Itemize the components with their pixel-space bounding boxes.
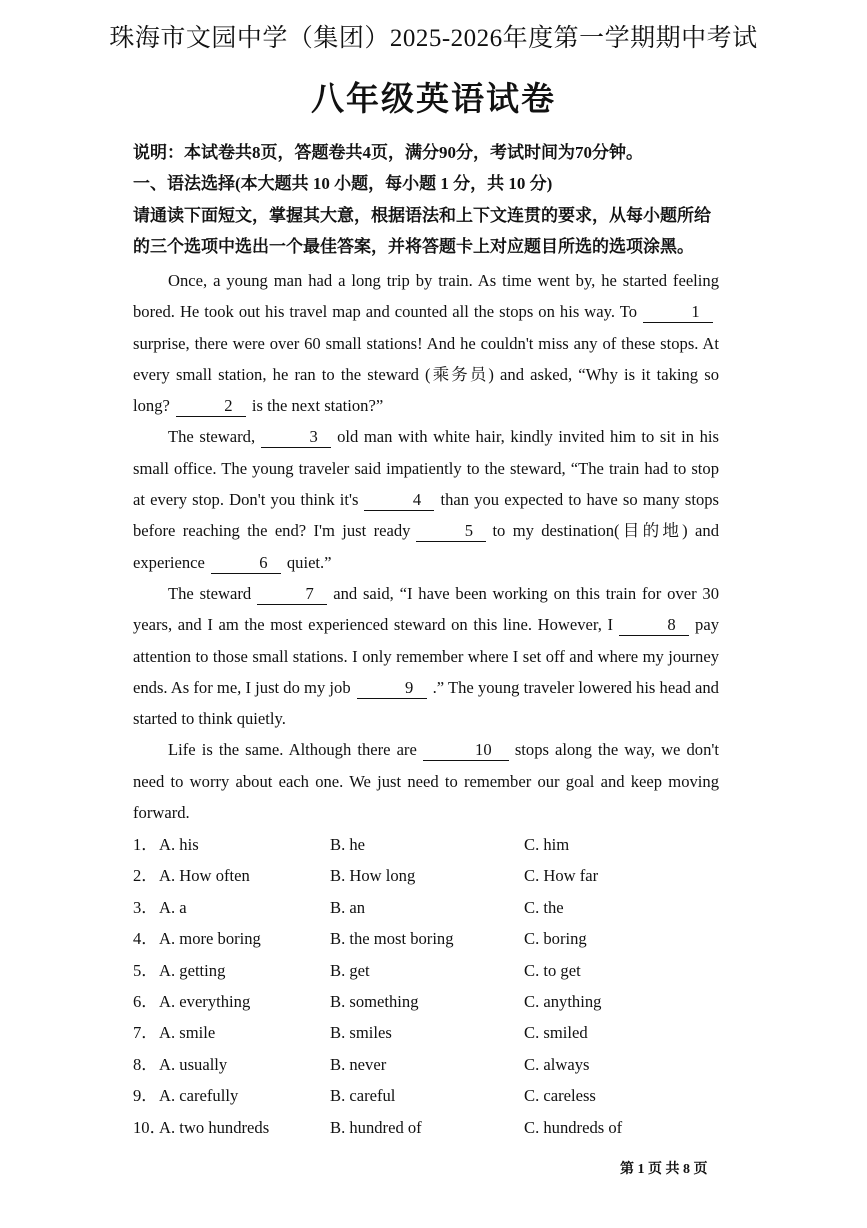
option-a: A. smile [159, 1023, 216, 1043]
question-number: 2． [133, 866, 158, 886]
exam-title: 八年级英语试卷 [311, 82, 556, 118]
passage-text: Life is the same. Although there are [168, 740, 417, 760]
option-a: A. carefully [159, 1086, 239, 1106]
option-b: B. get [330, 960, 370, 980]
question-number: 6． [133, 991, 158, 1011]
option-b: B. something [330, 991, 419, 1011]
passage-text: and said, “I have been working on this train for over 30 years, and I am the most experienced steward on this line. However, I [133, 583, 719, 635]
option-b: B. hundred of [330, 1117, 422, 1137]
option-c: C. to get [524, 960, 581, 980]
question-number: 10． [133, 1117, 167, 1137]
option-c: C. boring [524, 929, 587, 949]
question-number: 7． [133, 1023, 158, 1043]
option-a: A. everything [159, 991, 251, 1011]
passage-text: pay attention to those small stations. I only remember where I set off and where my journey ends. As for me, I just do my job [133, 615, 719, 697]
option-b: B. never [330, 1054, 387, 1074]
option-c: C. him [524, 835, 570, 854]
answer-options [133, 833, 723, 1147]
option-c: C. smiled [524, 1023, 588, 1043]
option-a: A. usually [159, 1054, 228, 1074]
question-number: 5． [133, 960, 158, 980]
question-number: 4． [133, 929, 158, 949]
school-title: 珠海市文园中学（集团）2025-2026年度第一学期期中考试 [109, 25, 758, 52]
option-b: B. the most boring [330, 929, 454, 949]
option-b: B. an [330, 897, 366, 917]
option-b: B. he [330, 835, 366, 854]
option-c: C. careless [524, 1086, 596, 1106]
question-row [133, 927, 723, 958]
option-b: B. How long [330, 866, 416, 886]
passage-text: Once, a young man had a long trip by train. As time went by, he started feeling bored. He took out his travel map and counted all the stops on his way. To [133, 271, 719, 322]
passage-paragraph-3 [133, 578, 719, 734]
option-b: B. careful [330, 1086, 396, 1106]
blank-1: 1 [643, 302, 713, 323]
blank-4: 4 [364, 490, 434, 511]
option-a: A. How often [159, 866, 250, 886]
blank-2: 2 [176, 396, 246, 417]
blank-10: 10 [423, 740, 509, 761]
blank-9: 9 [357, 678, 427, 699]
passage-text: .” The young traveler lowered his head and started to think quietly. [133, 677, 719, 729]
question-number: 9． [133, 1086, 158, 1106]
blank-5: 5 [416, 521, 486, 542]
passage-paragraph-4 [133, 734, 719, 828]
passage-text: than you expected to have so many stops before reaching the end? I'm just ready [133, 490, 720, 541]
question-row [133, 1084, 723, 1115]
blank-6: 6 [211, 553, 281, 574]
option-a: A. his [159, 835, 199, 854]
option-a: A. more boring [159, 929, 261, 949]
blank-7: 7 [257, 584, 327, 605]
question-row [133, 959, 723, 990]
passage-text: surprise, there were over 60 small stations! And he couldn't miss any of these stops. At every small station, he ran to the steward (乘务员) and asked, “Why is it taking so long? [133, 333, 719, 416]
option-a: A. a [159, 897, 187, 917]
passage-text: to my destination(目的地) and experience [133, 521, 719, 572]
question-number: 3． [133, 897, 158, 917]
passage-text: The steward [168, 583, 252, 603]
directions-line-2: 的三个选项中选出一个最佳答案，并将答题卡上对应题目所选的选项涂黑。 [133, 237, 694, 256]
passage-paragraph-2 [133, 421, 719, 577]
section-title: 一、语法选择(本大题共 10 小题，每小题 1 分，共 10 分) [133, 174, 553, 193]
passage [133, 265, 719, 828]
question-row [133, 1021, 723, 1052]
passage-paragraph-1 [133, 265, 719, 421]
option-c: C. always [524, 1054, 590, 1074]
question-row [133, 1053, 723, 1084]
question-row [133, 1116, 723, 1147]
exam-note: 说明：本试卷共8页，答题卷共4页，满分90分，考试时间为70分钟。 [133, 143, 643, 162]
question-row [133, 864, 723, 895]
question-row [133, 833, 723, 864]
passage-text: quiet.” [286, 552, 332, 572]
question-row [133, 896, 723, 927]
option-c: C. anything [524, 991, 602, 1011]
passage-text: old man with white hair, kindly invited him to sit in his small office. The young traveler said impatiently to the steward, “The train had to stop at every stop. Don't you think it's [133, 427, 719, 510]
question-row [133, 990, 723, 1021]
option-a: A. getting [159, 960, 226, 980]
option-b: B. smiles [330, 1023, 392, 1043]
option-c: C. How far [524, 866, 599, 886]
question-number: 8． [133, 1054, 158, 1074]
passage-text: The steward, [168, 427, 256, 447]
passage-text: is the next station?” [251, 396, 384, 416]
question-number: 1． [133, 835, 158, 854]
option-c: C. hundreds of [524, 1117, 623, 1137]
directions-line-1: 请通读下面短文，掌握其大意，根据语法和上下文连贯的要求，从每小题所给 [133, 206, 711, 225]
blank-8: 8 [619, 615, 689, 636]
option-c: C. the [524, 897, 564, 917]
page-footer: 第 1 页 共 8 页 [620, 1162, 708, 1177]
passage-text: stops along the way, we don't need to worry about each one. We just need to remember our goal and keep moving forward. [133, 740, 719, 823]
option-a: A. two hundreds [159, 1117, 270, 1137]
blank-3: 3 [261, 427, 331, 448]
